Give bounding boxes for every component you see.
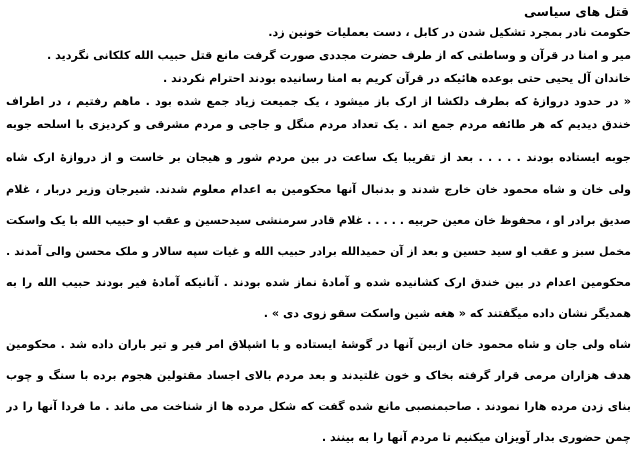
text-line: صدیق برادر او ، محفوظ خان معین حربیه . . . . . غلام قادر سرمنشی سیدحسین و عقب او حبیب الله با یک واسکت: [6, 214, 631, 227]
text-line: جوبه ایستاده بودند . . . . . بعد از تقریبا یک ساعت در بین مردم شور و هیجان بر خاست و از دروازهٔ ارک شاه: [6, 151, 631, 164]
text-line: خندق دیدیم که هر طائفه مردم جمع اند . یک تعداد مردم منگل و جاجی و مردم مشرقی و کردیزی با اسلحه جوبه: [6, 118, 631, 131]
text-line: میر و امنا در قرآن و وساطتی که از طرف حضرت مجددی صورت گرفت مانع قتل حبیب الله کلکانی نگردید .: [46, 49, 631, 62]
text-line: حکومت نادر بمجرد تشکیل شدن در کابل ، دست بعملیات خونین زد.: [268, 26, 631, 39]
text-line: هدف هزاران مرمی قرار گرفته بخاک و خون غلتیدند و بعد مردم بالای اجساد مقتولین هجوم برده با سنگ و چوب: [6, 369, 631, 382]
text-line: « در حدود دروازهٔ که بطرف دلکشا از ارک باز میشود ، یک جمیعت زیاد جمع شده بود . ماهم رفتیم ، در اطراف: [6, 95, 631, 108]
text-line: خاندان آل یحیی حتی بوعده هائیکه در قرآن کریم به امنا رسانیده بودند احترام نکردند .: [163, 72, 631, 85]
text-line: بنای زدن مرده هارا نمودند . صاحبمنصبی مانع شده گفت که شکل مرده ها از شناخت می ماند . ما فردا آنها را در: [6, 400, 631, 413]
text-line: محکومین اعدام در بین خندق ارک کشانیده شده و آمادهٔ نماز شده بودند . آنانیکه آمادهٔ فیر بودند حبیب الله را به: [6, 276, 631, 289]
section-heading: قتل های سیاسی: [524, 4, 629, 19]
text-line: چمن حضوری بدار آویزان میکنیم تا مردم آنها را به بینند .: [321, 431, 631, 444]
text-line: شاه ولی جان و شاه محمود خان ازبین آنها در گوشهٔ ایستاده و با اشپلاق امر فیر و تیر باران داده شد . محکومین: [6, 338, 631, 351]
text-line: مخمل سبز و عقب او سید حسین و بعد از آن حمیدالله برادر حبیب الله و غیات سپه سالار و ملک محسن والی آمدند .: [6, 245, 631, 258]
text-line: ولی خان و شاه محمود خان خارج شدند و بدنبال آنها محکومین به اعدام معلوم شدند. شیرجان وزیر دربار ، غلام: [6, 183, 631, 196]
text-line: همدیگر نشان داده میگفتند که « هغه شین واسکت سقو زوی دی » .: [263, 307, 631, 320]
